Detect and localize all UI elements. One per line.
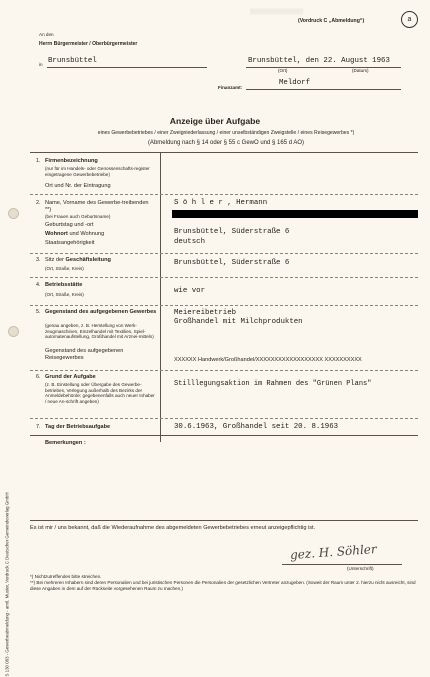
row-extra: Geburtstag und -ort xyxy=(45,222,94,228)
row-note: (z. B. Einstellung oder Übergabe des Gewerbe-betriebes, Verlegung außerhalb des Bezirks der Anmeldebehörde; gegebenenfalls auch neuer Inhaber / neue An-schrift angeben) xyxy=(45,382,155,404)
sitz-value: Brunsbüttel, Süderstraße 6 xyxy=(174,259,290,267)
form-badge: a xyxy=(401,11,418,28)
bemerkungen-label: Bemerkungen : xyxy=(45,440,86,446)
row-note: (Ort, Straße, Kreis) xyxy=(45,266,84,271)
row-extra: Ort und Nr. der Eintragung xyxy=(45,183,111,189)
table-column-divider xyxy=(160,152,161,442)
unterschrift-label: (Unterschrift) xyxy=(347,566,374,571)
footnote-1: *) Nichtzutreffendes bitte streichen. xyxy=(30,574,102,579)
gegenstand-value-2: Großhandel mit Milchprodukten xyxy=(174,318,303,326)
city-value: Brunsbüttel xyxy=(48,57,97,65)
row-divider xyxy=(30,418,418,419)
row-label: Name, Vorname des Gewerbe-treibenden **) xyxy=(45,200,149,213)
handwerk-line: XXXXXX Handwerk/Großhandel/XXXXXXXXXXXXXXXXXX XXXXXXXXXX xyxy=(174,357,362,363)
staat-value: deutsch xyxy=(174,238,206,246)
table-bottom-line xyxy=(30,520,418,521)
row-note: (nur für im Handels- oder Genossenschafts-register eingetragene Gewerbebetriebe) xyxy=(45,166,150,177)
row-label: Firmenbezeichnung xyxy=(45,158,98,164)
punch-hole-bottom xyxy=(8,326,19,337)
gegenstand-value-1: Meiereibetrieb xyxy=(174,309,237,317)
row-divider xyxy=(30,277,418,278)
row-number: 5. xyxy=(36,309,41,315)
row-divider xyxy=(30,305,418,306)
wohnort-label: Wohnort xyxy=(45,231,68,237)
footnote-2: **) Bei mehreren Inhabern sind deren Personalien und bei juristischen Personen die Personalien der gesetzlichen Vertreter anzugeben. (Soweit der Raum unter 2. hierzu nicht ausreicht, sind diese Angaben in dem auf der Rückseite vorgesehenen Raum zu machen.) xyxy=(30,580,416,591)
row-label: Gegenstand des aufgegebenen Gewerbes xyxy=(45,309,157,315)
row-number: 2. xyxy=(36,200,41,206)
name-value: S ö h l e r , Hermann xyxy=(174,199,268,207)
row-divider xyxy=(30,370,418,371)
row-extra: Staatsangehörigkeit xyxy=(45,240,95,246)
redaction-bar xyxy=(172,210,418,218)
finanzamt-label: Finanzamt: xyxy=(218,85,243,90)
row-label: Tag der Betriebsaufgabe xyxy=(45,424,111,430)
grund-value: Stilllegungsaktion im Rahmen des "Grünen Plans" xyxy=(174,380,372,388)
vordruck-label: (Vordruck C „Abmeldung“) xyxy=(298,18,365,24)
statement-text: Es ist mir / uns bekannt, daß die Wiederaufnahme des abgemeldeten Gewerbebetriebes erneut anzeigepflichtig ist. xyxy=(30,525,316,531)
row-number: 7. xyxy=(36,424,41,430)
row-label-bold: Geschäftsleitung xyxy=(65,257,111,263)
row-label-prefix: Sitz der xyxy=(45,257,66,263)
row-number: 4. xyxy=(36,282,41,288)
in-label: in xyxy=(39,62,43,67)
row-divider xyxy=(30,435,418,436)
place-date-value: Brunsbüttel, den 22. August 1963 xyxy=(248,57,390,65)
addressee: Herrn Bürgermeister / Oberbürgermeister xyxy=(39,41,138,47)
faint-stamp: ▒▒▒▒▒▒▒▒▒▒▒▒▒▒▒ xyxy=(250,9,304,15)
finanzamt-line xyxy=(246,89,401,90)
form-title: Anzeige über Aufgabe xyxy=(169,116,261,126)
date-line xyxy=(246,67,401,68)
table-top-line xyxy=(30,152,418,153)
row-divider xyxy=(30,194,418,195)
side-imprint: S 130 083 - Gewerbeabmeldung - amtl. Muster, Vordruck C Deutscher Gemeindeverlag GmbH xyxy=(4,492,10,677)
row-label: Betriebsstätte xyxy=(45,282,83,288)
row-note: (Ort, Straße, Kreis) xyxy=(45,292,84,297)
row-number: 6. xyxy=(36,374,41,380)
datum-label: (Datum) xyxy=(352,68,369,73)
wohnung-label: und Wohnung xyxy=(67,231,105,237)
wohnort-value: Brunsbüttel, Süderstraße 6 xyxy=(174,228,290,236)
signature-line xyxy=(282,564,402,565)
row-note: (bei Frauen auch Geburtsname) xyxy=(45,214,111,219)
row-note: (genau angeben, z. B. Herstellung von Werk-zeugmaschinen, Einzelhandel mit Textilien, Spiel-automatenaufstellung, Großhandel mit Arznei-mitteln) xyxy=(45,323,154,340)
city-line xyxy=(47,67,207,68)
finanzamt-value: Meldorf xyxy=(279,79,311,87)
punch-hole-top xyxy=(8,208,19,219)
row-extra: Gegenstand des aufgegebenen Reisegewerbes xyxy=(45,348,124,361)
tag-value: 30.6.1963, Großhandel seit 20. 8.1963 xyxy=(174,423,339,431)
row-label xyxy=(45,257,111,264)
row-label: Grund der Aufgabe xyxy=(45,374,96,380)
row-divider xyxy=(30,253,418,254)
betriebsstaette-value: wie vor xyxy=(174,287,206,295)
signature: gez. H. Söhler xyxy=(289,541,378,563)
row-number: 1. xyxy=(36,158,41,164)
row-number: 3. xyxy=(36,257,41,263)
row-extra xyxy=(45,231,104,238)
form-legal-ref: (Abmeldung nach § 14 oder § 55 c GewO und § 165 d AO) xyxy=(147,140,305,146)
an-den-label: An den xyxy=(39,32,54,37)
ort-label: (Ort) xyxy=(278,68,288,73)
form-subtitle: eines Gewerbebetriebes / einer Zweigniederlassung / einer unselbständigen Zweigstelle / eines Reisegewerbes *) xyxy=(97,130,355,136)
